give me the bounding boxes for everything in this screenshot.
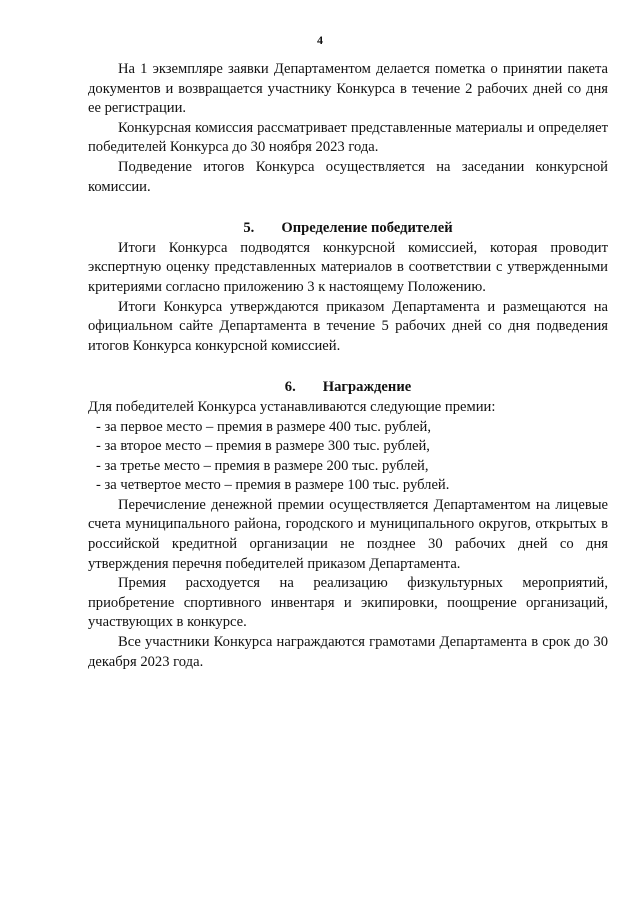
paragraph-prize-spending: Премия расходуется на реализацию физкультурных мероприятий, приобретение спортивного инвентаря и экипировки, поощрение организаций, участвующих в конкурсе. <box>88 575 608 631</box>
section-6-number: 6. <box>284 379 296 396</box>
paragraph-results-meeting: Подведение итогов Конкурса осуществляется на заседании конкурсной комиссии. <box>88 158 608 195</box>
document-body <box>88 60 608 672</box>
page-number: 4 <box>317 33 323 47</box>
paragraph-application-mark: На 1 экземпляре заявки Департаментом делается пометка о принятии пакета документов и возвращается участнику Конкурса в течение 2 рабочих дней со дня ее регистрации. <box>88 61 608 117</box>
paragraph-results-expert-evaluation: Итоги Конкурса подводятся конкурсной комиссией, которая проводит экспертную оценку представленных материалов в соответствии с утвержденными критериями согласно приложению 3 к настоящему Положению. <box>88 239 608 295</box>
paragraph-prize-transfer: Перечисление денежной премии осуществляется Департаментом на лицевые счета муниципального района, городского и муниципального округов, открытых в российской кредитной организации не позднее 30 рабочих дней со дня утверждения перечня победителей приказом Департамента. <box>88 496 608 572</box>
section-5-title: Определение победителей <box>281 220 453 237</box>
section-6-title: Награждение <box>322 379 412 396</box>
paragraph-results-approval: Итоги Конкурса утверждаются приказом Департамента и размещаются на официальном сайте Департамента в течение 5 рабочих дней со дня подведения итогов Конкурса конкурсной комиссией. <box>88 298 608 354</box>
paragraph-commission-review: Конкурсная комиссия рассматривает представленные материалы и определяет победителей Конкурса до 30 ноября 2023 года. <box>88 119 608 156</box>
prize-first-place: - за первое место – премия в размере 400 тыс. рублей, <box>96 418 431 435</box>
section-5-heading <box>88 219 608 239</box>
prize-third-place: - за третье место – премия в размере 200 тыс. рублей, <box>96 457 429 474</box>
section-5-number: 5. <box>243 220 255 237</box>
paragraph-participant-certificates: Все участники Конкурса награждаются грамотами Департамента в срок до 30 декабря 2023 года. <box>88 634 608 670</box>
paragraph-prizes-intro: Для победителей Конкурса устанавливаются следующие премии: <box>88 398 496 415</box>
section-6-heading <box>88 378 608 398</box>
prize-second-place: - за второе место – премия в размере 300 тыс. рублей, <box>96 438 430 455</box>
prize-fourth-place: - за четвертое место – премия в размере 100 тыс. рублей. <box>96 477 450 494</box>
